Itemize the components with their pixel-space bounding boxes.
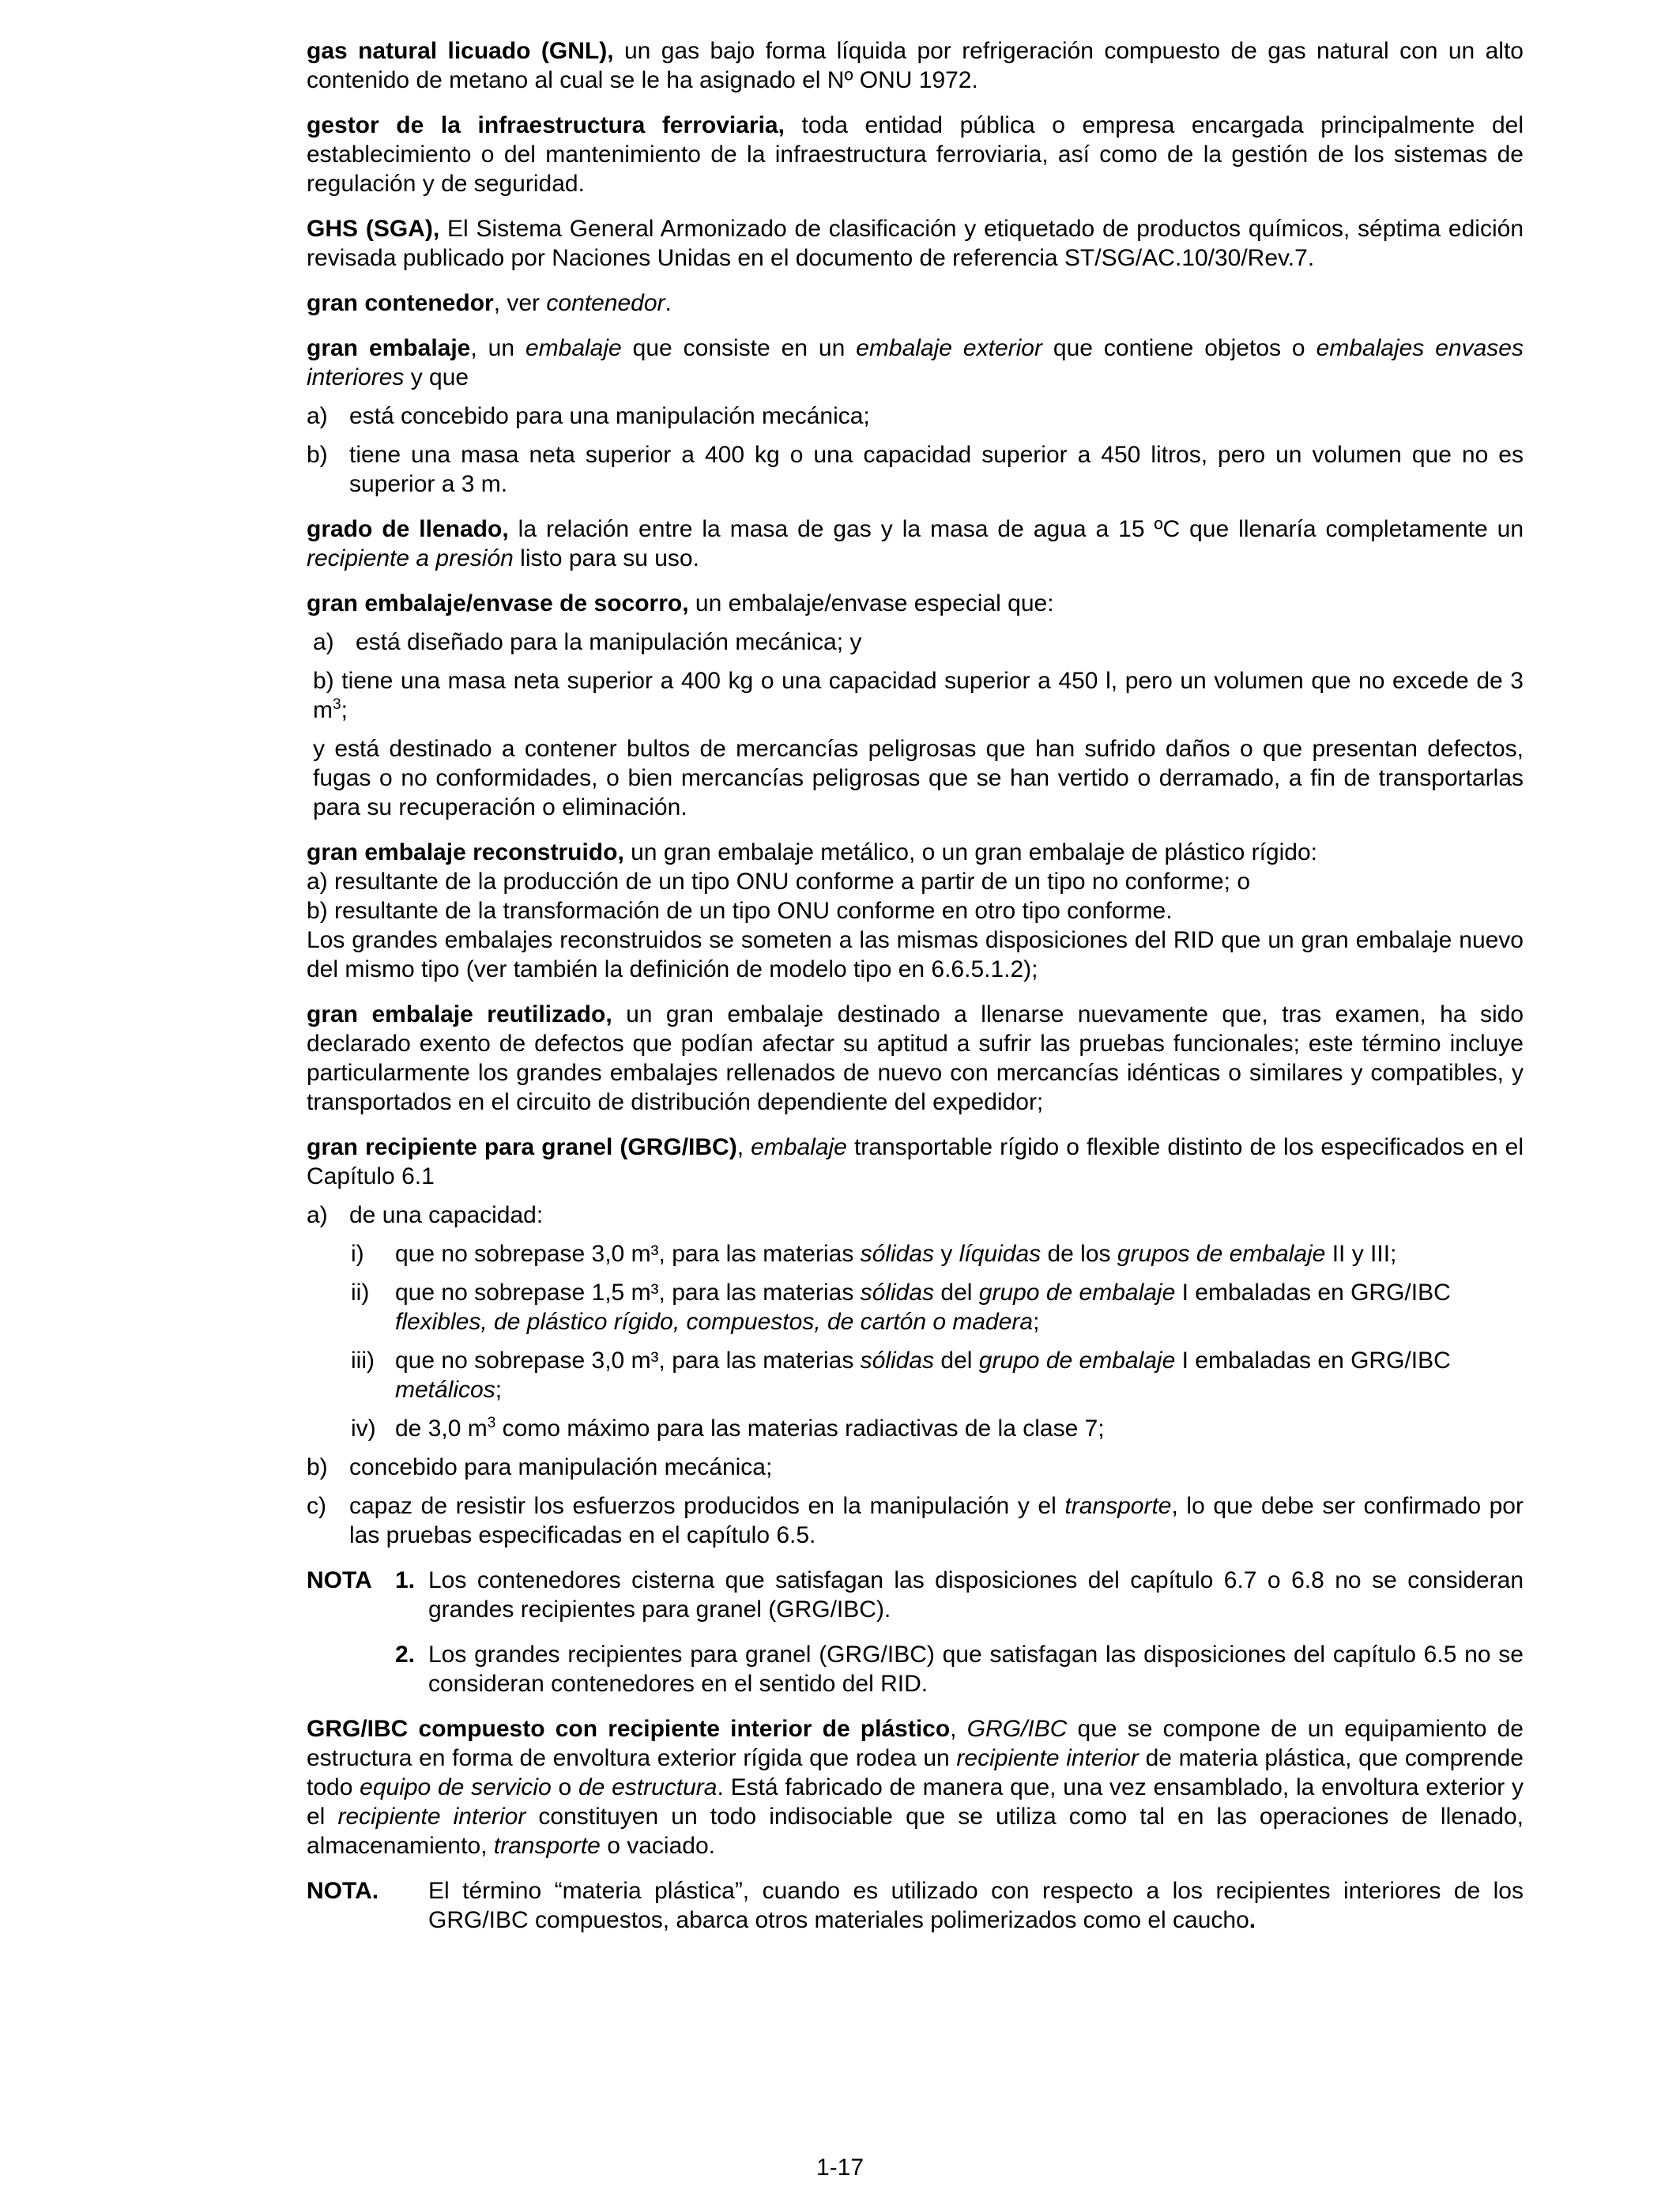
term: gran embalaje reconstruido, <box>307 839 624 865</box>
list-item: c) capaz de resistir los esfuerzos producidos en la manipulación y el transporte, lo que debe ser confirmado por las pruebas especificadas en el capítulo 6.5. <box>307 1493 1524 1548</box>
definition-gran-contenedor: gran contenedor, ver contenedor. <box>307 290 672 316</box>
definition-reconstruido: gran embalaje reconstruido, un gran embalaje metálico, o un gran embalaje de plástico rígido: <box>307 839 1317 865</box>
list-item: a) de una capacidad: <box>307 1202 544 1228</box>
list-item: a) está concebido para una manipulación mecánica; <box>307 403 870 429</box>
note-plastic: NOTA. El término “materia plástica”, cuando es utilizado con respecto a los recipientes interiores de los GRG/IBC compuestos, abarca otros materiales polimerizados como el caucho. <box>307 1878 1524 1933</box>
note-1: NOTA 1. Los contenedores cisterna que satisfagan las disposiciones del capítulo 6.7 o 6.8 no se consideran grandes recipientes para granel (GRG/IBC). <box>307 1567 1524 1623</box>
list-item: a) resultante de la producción de un tipo ONU conforme a partir de un tipo no conforme; o <box>307 869 1251 895</box>
term: gran embalaje reutilizado, <box>307 1001 612 1027</box>
term: GHS (SGA), <box>307 216 440 242</box>
sub-list-item: i) que no sobrepase 3,0 m³, para las materias sólidas y líquidas de los grupos de embalaje II y III; <box>351 1241 1397 1267</box>
term: grado de llenado, <box>307 516 509 542</box>
page-number: 1-17 <box>816 2154 864 2181</box>
definition-gran-embalaje: gran embalaje, un embalaje que consiste en un embalaje exterior que contiene objetos o embalajes envases interiores y que <box>307 335 1524 390</box>
definition-note: y está destinado a contener bultos de mercancías peligrosas que han sufrido daños o que presentan defectos, fugas o no conformidades, o bien mercancías peligrosas que se han vertido o derramado, a fin de transportarlas para su recuperación o eliminación. <box>313 736 1524 820</box>
definition-socorro: gran embalaje/envase de socorro, un embalaje/envase especial que: <box>307 590 1054 616</box>
list-item: b) resultante de la transformación de un tipo ONU conforme en otro tipo conforme. <box>307 898 1173 924</box>
sub-list-item: iv) de 3,0 $m^3$ como máximo para las materias radiactivas de la clase 7; <box>351 1415 1105 1442</box>
definition-gestor: gestor de la infraestructura ferroviaria, toda entidad pública o empresa encargada principalmente del establecimiento o del mantenimiento de la infraestructura ferroviaria, así como de la gestión de los sistemas de regulación y de seguridad. <box>307 112 1524 197</box>
term: gestor de la infraestructura ferroviaria, <box>307 112 785 138</box>
note-2: 2. Los grandes recipientes para granel (GRG/IBC) que satisfagan las disposiciones del capítulo 6.5 no se consideran contenedores en el sentido del RID. <box>395 1642 1524 1697</box>
term: gran embalaje <box>307 335 471 361</box>
definition-reutilizado: gran embalaje reutilizado, un gran embalaje destinado a llenarse nuevamente que, tras examen, ha sido declarado exento de defectos que podían afectar su aptitud a sufrir las pruebas funcionales; este término incluye particularmente los grandes embalajes rellenados de nuevo con mercancías idénticas o similares y compatibles, y transportados en el circuito de distribución dependiente del expedidor; <box>307 1001 1524 1115</box>
term: gran contenedor <box>307 290 494 316</box>
definition-grado-llenado: grado de llenado, la relación entre la masa de gas y la masa de agua a 15 ºC que llenaría completamente un recipiente a presión listo para su uso. <box>307 516 1524 571</box>
sub-list-item: ii) que no sobrepase 1,5 m³, para las materias sólidas del grupo de embalaje I embaladas en GRG/IBC flexibles, de plástico rígido, compuestos, de cartón o madera; <box>351 1280 1451 1335</box>
definition-grg: gran recipiente para granel (GRG/IBC), embalaje transportable rígido o flexible distinto de los especificados en el Capítulo 6.1 <box>307 1134 1524 1189</box>
list-item: b) concebido para manipulación mecánica; <box>307 1454 773 1480</box>
page-body <box>307 36 1524 1935</box>
term: gran recipiente para granel (GRG/IBC) <box>307 1134 737 1160</box>
definition-ghs: GHS (SGA), El Sistema General Armonizado de clasificación y etiquetado de productos químicos, séptima edición revisada publicado por Naciones Unidas en el documento de referencia ST/SG/AC.10/30/Rev.7. <box>307 216 1524 271</box>
list-item: b) tiene una masa neta superior a 400 kg o una capacidad superior a 450 litros, pero un volumen que no es superior a 3 m. <box>307 442 1524 497</box>
term: gran embalaje/envase de socorro, <box>307 590 689 616</box>
list-item: b) tiene una masa neta superior a 400 kg o una capacidad superior a 450 l, pero un volumen que no excede de 3 $m^3$; <box>313 668 1524 723</box>
sub-list-item: iii) que no sobrepase 3,0 m³, para las materias sólidas del grupo de embalaje I embaladas en GRG/IBC metálicos; <box>351 1348 1451 1403</box>
term: gas natural licuado (GNL), <box>307 38 614 64</box>
definition-note: Los grandes embalajes reconstruidos se someten a las mismas disposiciones del RID que un gran embalaje nuevo del mismo tipo (ver también la definición de modelo tipo en 6.6.5.1.2); <box>307 927 1524 982</box>
definition-grg-compuesto: GRG/IBC compuesto con recipiente interior de plástico, GRG/IBC que se compone de un equipamiento de estructura en forma de envoltura exterior rígida que rodea un recipiente interior de materia plástica, que comprende todo equipo de servicio o de estructura. Está fabricado de manera que, una vez ensamblado, la envoltura exterior y el recipiente interior constituyen un todo indisociable que se utiliza como tal en las operaciones de llenado, almacenamiento, transporte o vaciado. <box>307 1716 1524 1859</box>
term: GRG/IBC compuesto con recipiente interior de plástico <box>307 1716 951 1742</box>
definition-gnl: gas natural licuado (GNL), un gas bajo forma líquida por refrigeración compuesto de gas natural con un alto contenido de metano al cual se le ha asignado el Nº ONU 1972. <box>307 38 1524 93</box>
list-item: a) está diseñado para la manipulación mecánica; y <box>313 629 862 655</box>
